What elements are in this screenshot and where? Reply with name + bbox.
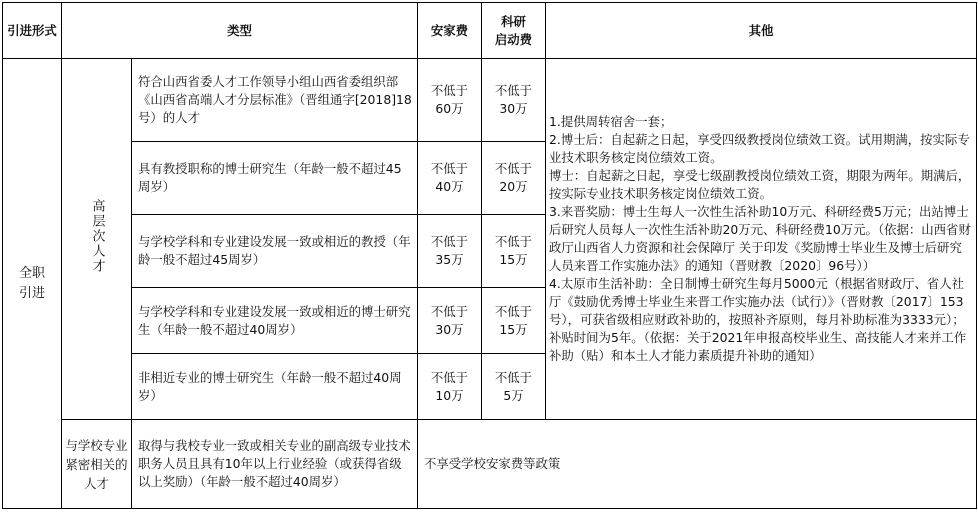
housing-cell: 不低于 60万 [418, 59, 482, 142]
header-research: 科研 启动费 [482, 3, 546, 59]
header-method: 引进形式 [3, 3, 62, 59]
type-cell: 符合山西省委人才工作领导小组山西省委组织部《山西省高端人才分层标准》（晋组通字[2018]18号）的人才 [132, 59, 418, 142]
table-row [3, 420, 977, 509]
research-cell: 不低于 15万 [482, 288, 546, 354]
housing-cell: 不低于 35万 [418, 215, 482, 288]
housing-cell: 不低于 10万 [418, 354, 482, 420]
group-high-cell [62, 59, 132, 420]
group-related-label: 与学校专业紧密相关的人才 [65, 437, 128, 491]
header-row [3, 3, 977, 59]
method-cell [3, 59, 62, 509]
other-cell: 1.提供周转宿舍一套； 2.博士后：自起薪之日起，享受四级教授岗位绩效工资。试用期满，按实际专业技术职务核定岗位绩效工资。 博士：自起薪之日起，享受七级副教授岗位绩效工资，期限为两年。期满后，按实际专业技术职务核定岗位绩效工资。 3.来晋奖励：博士生每人一次性生活补助10万元、科研经费5万元；出站博士后研究人员每人一次性生活补助20万元、科研经费10万元。（依据：山西省财政厅山西省人力资源和社会保障厅 关于印发《奖励博士毕业生及博士后研究人员来晋工作实施办法》的通知（晋财教〔2020〕96号）） 4.太原市生活补助：全日制博士研究生每月5000元（根据省财政厅、省人社厅《鼓励优秀博士毕业生来晋工作实施办法（试行）》（晋财教〔2017〕153号），可获省级相应财政补助的，按照补齐原则，每月补助标准为3333元）；补贴时间为5年。（依据：关于2021年申报高校毕业生、高技能人才来并工作补助（贴）和本土人才能力素质提升补助的通知） [546, 59, 977, 420]
table-row [3, 59, 977, 142]
type-cell: 与学校学科和专业建设发展一致或相近的博士研究生（年龄一般不超过40周岁） [132, 288, 418, 354]
research-cell: 不低于 20万 [482, 142, 546, 215]
research-cell: 不低于 15万 [482, 215, 546, 288]
header-housing: 安家费 [418, 3, 482, 59]
type-cell: 与学校学科和专业建设发展一致或相近的教授（年龄一般不超过45周岁） [132, 215, 418, 288]
header-other: 其他 [546, 3, 977, 59]
type-cell: 取得与我校专业一致或相关专业的副高级专业技术职务人员且具有10年以上行业经验（或获得省级以上奖励）（年龄一般不超过40周岁） [132, 420, 418, 509]
talent-policy-table [2, 2, 977, 509]
housing-cell: 不低于 40万 [418, 142, 482, 215]
housing-cell: 不低于 30万 [418, 288, 482, 354]
method-label: 全职引进 [18, 265, 45, 301]
group-high-label: 高层次人才 [89, 199, 105, 274]
research-cell: 不低于 30万 [482, 59, 546, 142]
type-cell: 具有教授职称的博士研究生（年龄一般不超过45周岁） [132, 142, 418, 215]
type-cell: 非相近专业的博士研究生（年龄一般不超过40周岁） [132, 354, 418, 420]
group-related-cell [62, 420, 132, 509]
research-cell: 不低于 5万 [482, 354, 546, 420]
header-category: 类型 [62, 3, 418, 59]
policy-note-cell: 不享受学校安家费等政策 [418, 420, 977, 509]
